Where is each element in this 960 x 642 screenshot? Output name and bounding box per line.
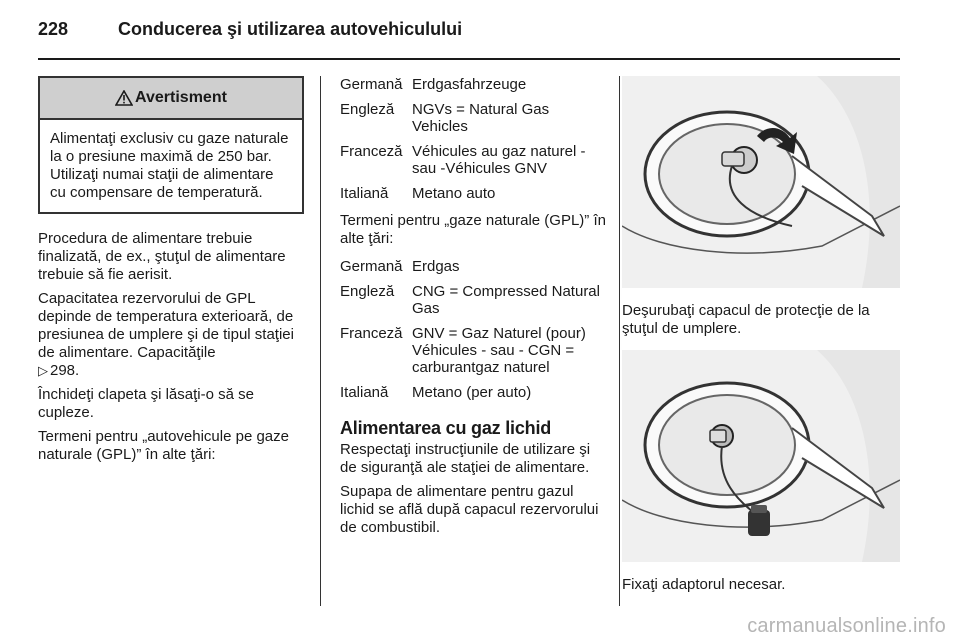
- filler-adapter-illustration: [622, 350, 900, 562]
- column-2: [340, 76, 606, 543]
- capacity-page-ref[interactable]: 298.: [50, 362, 80, 379]
- caption-unscrew-cap: Deşurubaţi capacul de protecţie de la ştuţul de umplere.: [622, 302, 870, 337]
- fuel-flap-cap-illustration: [622, 76, 900, 288]
- table-row: Italiană Metano auto: [340, 185, 496, 202]
- paragraph-valve-location: Supapa de alimentare pentru gazul lichid se află după capacul rezervorului de combustibil.: [340, 483, 599, 536]
- table-row: Engleză NGVs = Natural Gas Vehicles: [340, 101, 550, 135]
- table-row: Italiană Metano (per auto): [340, 384, 532, 401]
- page-number: 228: [38, 19, 69, 39]
- table-row: Germană Erdgas: [340, 258, 460, 275]
- paragraph-aerate: Procedura de alimentare trebuie finalizată, de ex., ştuţul de alimentare trebuie să fie aerisit.: [38, 230, 286, 283]
- table-row: Engleză CNG = Compressed Natural Gas: [340, 283, 600, 317]
- table-row: Franceză GNV = Gaz Naturel (pour) Véhicules - sau - CGN = carburantgaz naturel: [340, 325, 586, 376]
- header-rule: [38, 58, 900, 60]
- paragraph-close-flap: Închideţi clapeta şi lăsaţi-o să se cupleze.: [38, 386, 254, 421]
- table-row: Franceză Véhicules au gaz naturel - sau -Véhicules GNV: [340, 143, 586, 177]
- paragraph-capacity: [38, 290, 304, 380]
- table-row: Germană Erdgasfahrzeuge: [340, 76, 527, 93]
- page-header: [38, 14, 900, 44]
- paragraph-safety: Respectaţi instrucţiunile de utilizare şi de siguranţă ale staţiei de alimentare.: [340, 441, 591, 476]
- section-heading: Alimentarea cu gaz lichid: [340, 418, 552, 438]
- column-divider-right: [619, 76, 620, 606]
- warning-text: Alimentaţi exclusiv cu gaze naturale la o presiune maximă de 250 bar. Utilizaţi numai staţii de alimentare cu compensare de temperatură.: [50, 130, 289, 201]
- illustration-adapter: [622, 350, 900, 562]
- column-divider-left: [320, 76, 321, 606]
- paragraph-terms-vehicles: Termeni pentru „autovehicule pe gaze naturale (GPL)” în alte ţări:: [38, 428, 289, 463]
- warning-triangle-icon: [115, 90, 133, 106]
- page-title: Conducerea şi utilizarea autovehiculului: [118, 19, 463, 39]
- column-3: [622, 76, 902, 606]
- caption-adapter: Fixaţi adaptorul necesar.: [622, 576, 786, 593]
- vehicle-terms-table: [340, 76, 606, 210]
- capacity-text: Capacitatea rezervorului de GPL depinde de temperatura exterioară, de presiunea de umplere şi de tipul staţiei de alimentare. Capacităţile: [38, 290, 294, 361]
- warning-title: Avertisment: [135, 89, 227, 106]
- gas-terms-table: [340, 258, 606, 409]
- page-reference-arrow-icon: ▷: [38, 363, 48, 378]
- column-1: [38, 76, 304, 470]
- warning-header: [40, 78, 302, 120]
- illustration-unscrew-cap: [622, 76, 900, 288]
- watermark: carmanualsonline.info: [747, 615, 946, 637]
- paragraph-terms-gas: Termeni pentru „gaze naturale (GPL)” în alte ţări:: [340, 212, 606, 247]
- warning-box: [38, 76, 304, 214]
